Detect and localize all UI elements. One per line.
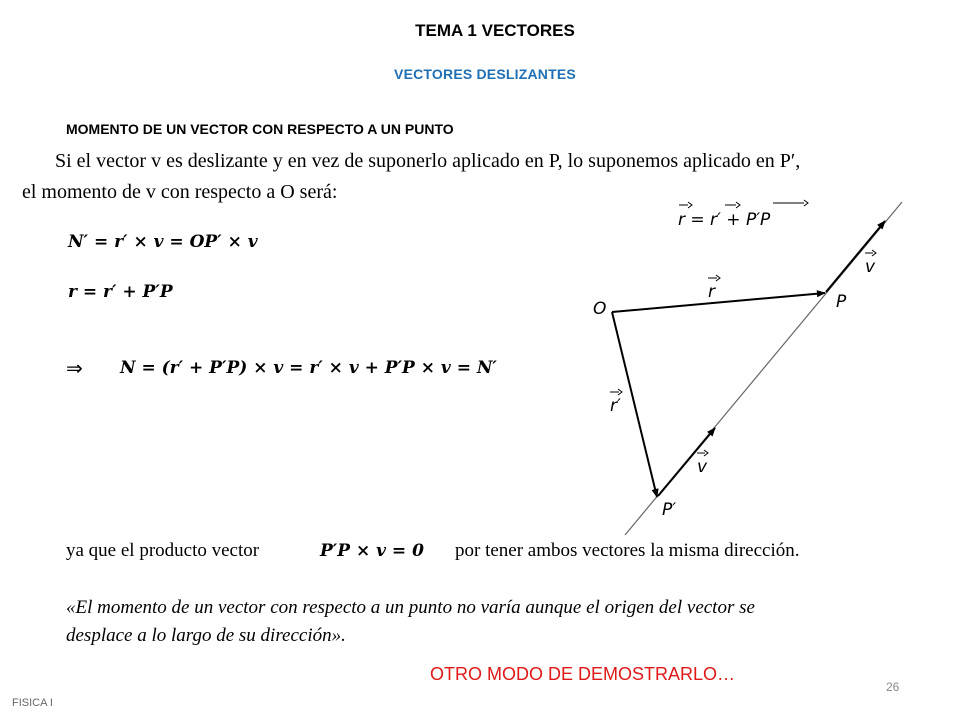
intro-line-2: el momento de v con respecto a O será: bbox=[22, 181, 338, 203]
page-number: 26 bbox=[886, 680, 900, 694]
implies-symbol: ⇒ bbox=[66, 356, 83, 380]
diagram-relation-label: r = r′ + P′P bbox=[678, 210, 771, 230]
equation-moment-result: N = (r′ + P′P) × v = r′ × v + P′P × v = N′ bbox=[120, 358, 497, 378]
because-text-before: ya que el producto vector bbox=[66, 540, 260, 561]
label-origin-o: O bbox=[593, 299, 607, 319]
section-heading: MOMENTO DE UN VECTOR CON RESPECTO A UN PUNTO bbox=[66, 121, 454, 137]
v-top-overarrow bbox=[865, 250, 876, 256]
page-subtitle: VECTORES DESLIZANTES bbox=[394, 66, 576, 82]
quote-line-1: «El momento de un vector con respecto a un punto no varía aunque el origen del vector se bbox=[66, 597, 755, 618]
relation-overarrows bbox=[679, 200, 808, 208]
v-bottom-overarrow bbox=[697, 450, 708, 456]
equation-cross-product-zero: P′P × v = 0 bbox=[320, 541, 424, 561]
label-vector-v-top: v bbox=[865, 257, 876, 277]
label-vector-v-bottom: v bbox=[697, 457, 708, 477]
because-text-after: por tener ambos vectores la misma dirección. bbox=[455, 540, 800, 561]
label-point-p: P bbox=[836, 292, 847, 312]
vector-diagram bbox=[560, 190, 920, 540]
equation-moment-prime: N′ = r′ × v = OP′ × v bbox=[68, 232, 258, 252]
r-overarrow bbox=[708, 275, 720, 281]
page-title: TEMA 1 VECTORES bbox=[415, 21, 575, 40]
intro-line-1: Si el vector v es deslizante y en vez de suponerlo aplicado en P, lo suponemos aplicado en P′, bbox=[55, 150, 801, 172]
footer-course-label: FISICA I bbox=[12, 697, 53, 709]
label-vector-r-prime: r′ bbox=[610, 396, 621, 416]
vector-r-arrow bbox=[612, 293, 825, 312]
equation-position-sum: r = r′ + P′P bbox=[68, 282, 173, 302]
quote-line-2: desplace a lo largo de su dirección». bbox=[66, 625, 346, 646]
r-prime-overarrow bbox=[610, 389, 622, 395]
vector-v-top-arrow bbox=[826, 221, 885, 292]
label-point-p-prime: P′ bbox=[662, 500, 677, 520]
other-way-link[interactable]: OTRO MODO DE DEMOSTRARLO… bbox=[430, 664, 736, 684]
label-vector-r: r bbox=[708, 282, 715, 302]
